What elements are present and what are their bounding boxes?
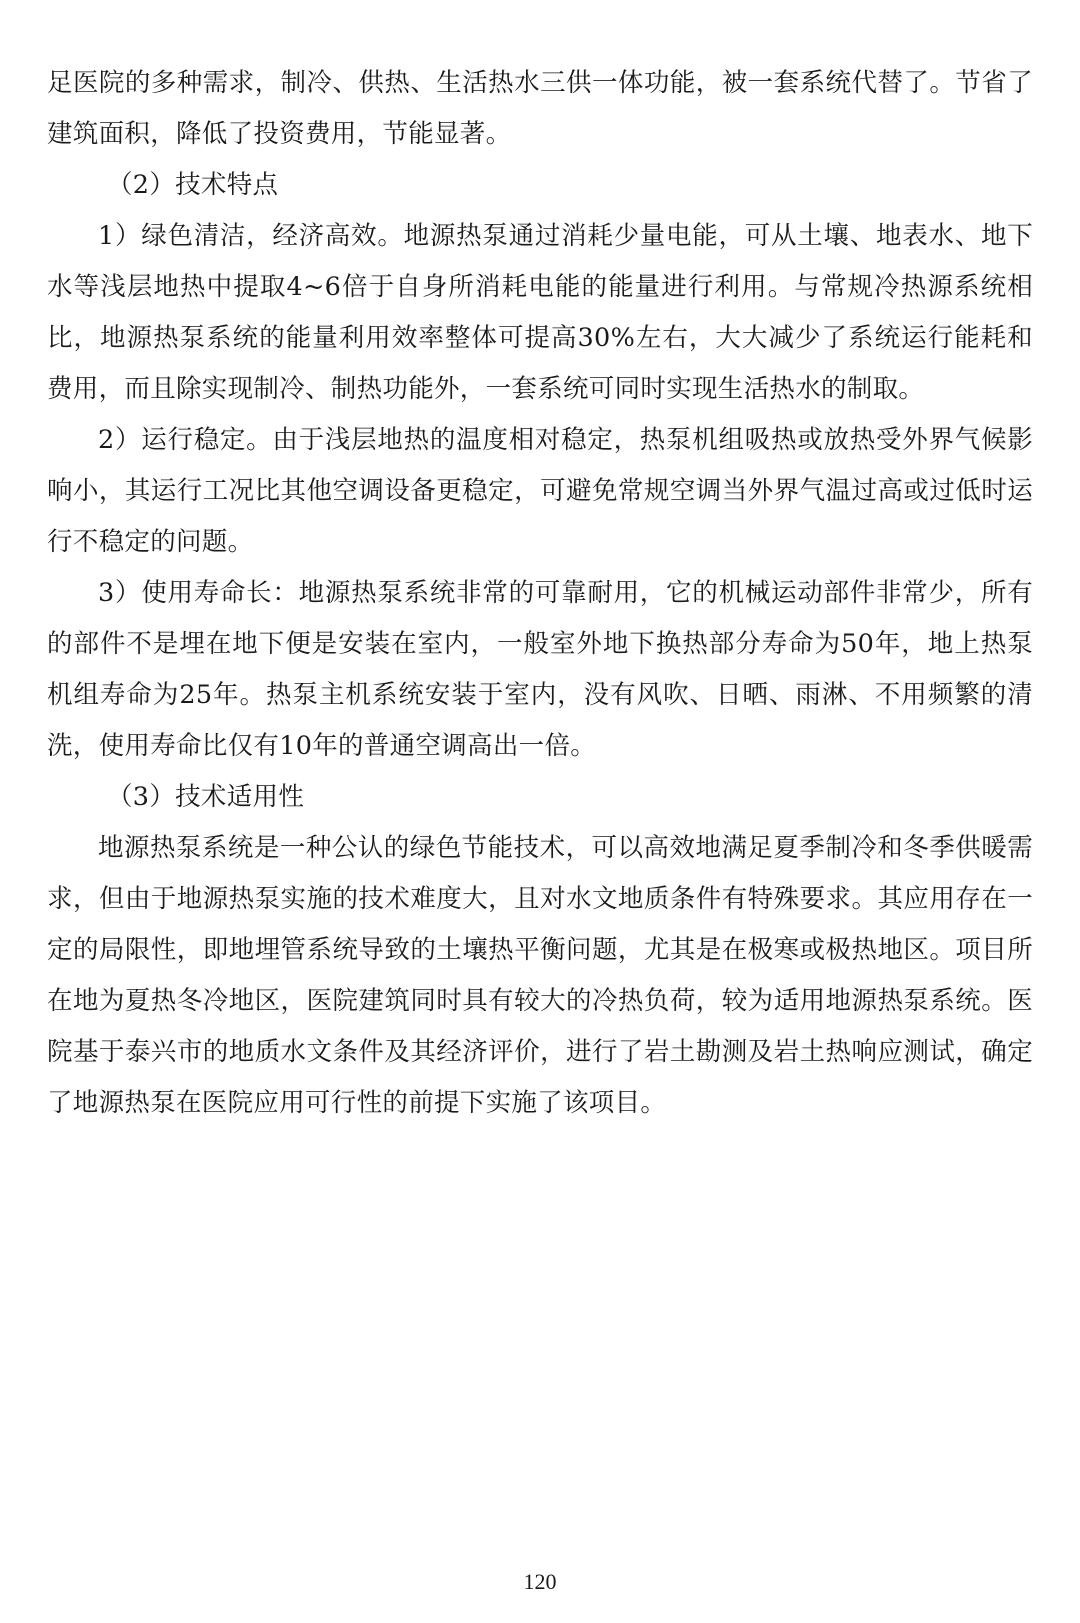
section-heading-applicability: （3）技术适用性	[107, 782, 305, 812]
page-number: 120	[523, 1569, 557, 1594]
feature-item-stable-operation: 2）运行稳定。由于浅层地热的温度相对稳定，热泵机组吸热或放热受外界气候影响小，其运行工况比其他空调设备更稳定，可避免常规空调当外界气温过高或过低时运行不稳定的问题。	[47, 425, 1033, 557]
feature-item-long-service-life: 3）使用寿命长：地源热泵系统非常的可靠耐用，它的机械运动部件非常少，所有的部件不是埋在地下便是安装在室内，一般室外地下换热部分寿命为50年，地上热泵机组寿命为25年。热泵主机系统安装于室内，没有风吹、日晒、雨淋、不用频繁的清洗，使用寿命比仅有10年的普通空调高出一倍。	[47, 578, 1033, 761]
document-body	[47, 58, 1033, 1129]
applicability-paragraph: 地源热泵系统是一种公认的绿色节能技术，可以高效地满足夏季制冷和冬季供暖需求，但由于地源热泵实施的技术难度大，且对水文地质条件有特殊要求。其应用存在一定的局限性，即地埋管系统导致的土壤热平衡问题，尤其是在极寒或极热地区。项目所在地为夏热冬冷地区，医院建筑同时具有较大的冷热负荷，较为适用地源热泵系统。医院基于泰兴市的地质水文条件及其经济评价，进行了岩土勘测及岩土热响应测试，确定了地源热泵在医院应用可行性的前提下实施了该项目。	[47, 833, 1033, 1118]
feature-item-green-efficient: 1）绿色清洁，经济高效。地源热泵通过消耗少量电能，可从土壤、地表水、地下水等浅层地热中提取4~6倍于自身所消耗电能的能量进行利用。与常规冷热源系统相比，地源热泵系统的能量利用效率整体可提高30%左右，大大减少了系统运行能耗和费用，而且除实现制冷、制热功能外，一套系统可同时实现生活热水的制取。	[47, 221, 1033, 404]
section-heading-technical-features: （2）技术特点	[107, 170, 279, 200]
continuation-paragraph: 足医院的多种需求，制冷、供热、生活热水三供一体功能，被一套系统代替了。节省了建筑面积，降低了投资费用，节能显著。	[47, 68, 1033, 149]
